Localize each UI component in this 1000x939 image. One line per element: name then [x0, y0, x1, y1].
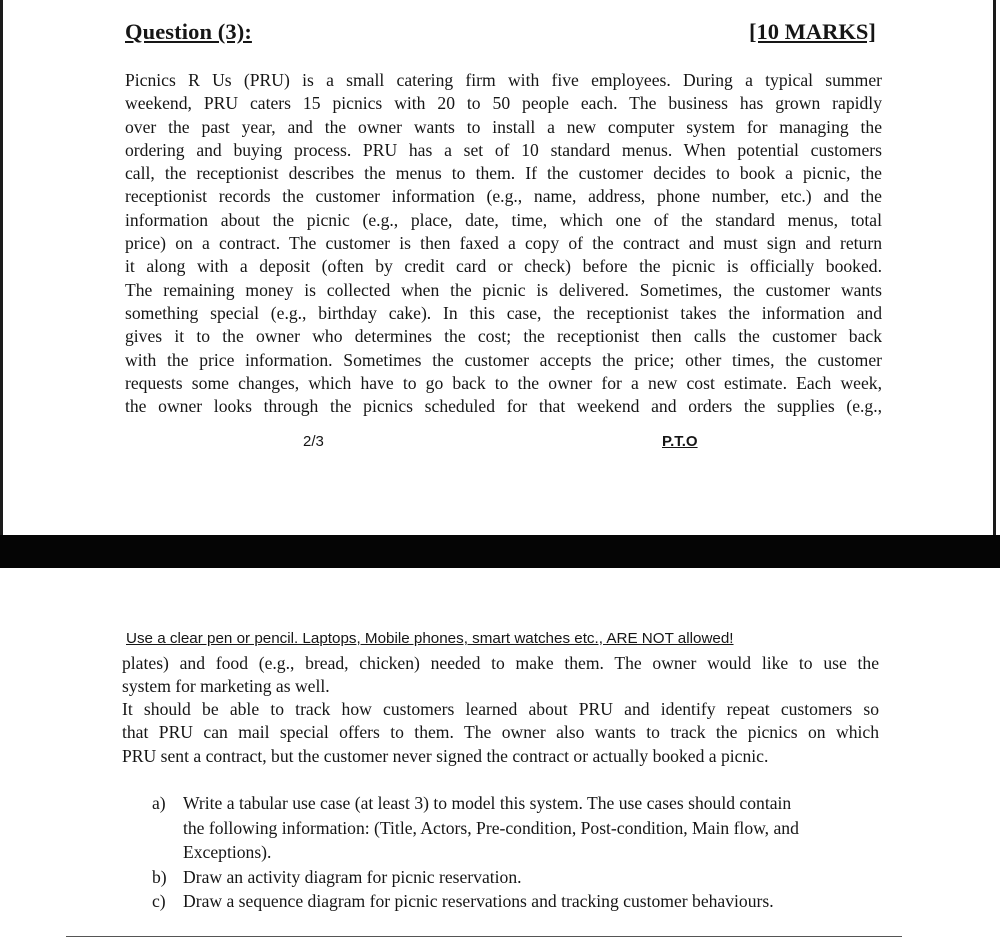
paragraph-line: price) on a contract. The customer is then faxed a copy of the contract and must sign and return [125, 233, 882, 254]
paragraph-line: requests some changes, which have to go back to the owner for a new cost estimate. Each week, [125, 372, 882, 393]
task-marker: b) [152, 866, 167, 887]
page-divider [0, 535, 1000, 568]
task-marker: a) [152, 793, 166, 813]
bottom-rule [66, 936, 902, 937]
paragraph-line: the owner looks through the picnics scheduled for that weekend and orders the supplies (e.g., [125, 396, 882, 417]
paragraph-line: PRU sent a contract, but the customer never signed the contract or actually booked a picnic. [122, 745, 769, 766]
exam-page-lower [0, 568, 1000, 939]
paragraph-line: call, the receptionist describes the menus to them. If the customer decides to book a picnic, the [125, 163, 882, 184]
task-line: Exceptions). [183, 842, 272, 862]
page-number: 2/3 [303, 433, 324, 450]
task-item-c [152, 889, 882, 914]
continuation-paragraph [122, 652, 879, 699]
paragraph-line: weekend, PRU caters 15 picnics with 20 to 50 people each. The business has grown rapidly [125, 93, 882, 114]
exam-rules-notice: Use a clear pen or pencil. Laptops, Mobile phones, smart watches etc., ARE NOT allowed! [126, 630, 734, 647]
paragraph-line: The remaining money is collected when the picnic is delivered. Sometimes, the customer wants [125, 279, 882, 300]
paragraph-line: over the past year, and the owner wants to install a new computer system for managing the [125, 116, 882, 137]
paragraph-line: plates) and food (e.g., bread, chicken) needed to make them. The owner would like to use the [122, 653, 879, 673]
paragraph-line: receptionist records the customer information (e.g., name, address, phone number, etc.) and the [125, 186, 882, 207]
paragraph-line: information about the picnic (e.g., place, date, time, which one of the standard menus, total [125, 209, 882, 230]
paragraph-line: with the price information. Sometimes the customer accepts the price; other times, the customer [125, 349, 882, 370]
task-item-b [152, 865, 882, 890]
task-line: the following information: (Title, Actors, Pre-condition, Post-condition, Main flow, and [183, 817, 799, 838]
paragraph-line: it along with a deposit (often by credit card or check) before the picnic is officially booked. [125, 256, 882, 277]
requirements-paragraph [122, 698, 879, 768]
paragraph-line: gives it to the owner who determines the cost; the receptionist then calls the customer back [125, 326, 882, 347]
task-line: Draw an activity diagram for picnic reservation. [183, 866, 522, 887]
paragraph-line: Picnics R Us (PRU) is a small catering firm with five employees. During a typical summer [125, 70, 882, 90]
task-marker: c) [152, 891, 166, 911]
paragraph-line: system for marketing as well. [122, 676, 330, 697]
question-title: Question (3): [125, 19, 252, 44]
marks-label: [10 MARKS] [749, 19, 876, 44]
paragraph-line: something special (e.g., birthday cake). In this case, the receptionist takes the information and [125, 302, 882, 323]
case-description-paragraph [125, 69, 882, 418]
task-line: Draw a sequence diagram for picnic reservations and tracking customer behaviours. [183, 891, 774, 911]
paragraph-line: It should be able to track how customers learned about PRU and identify repeat customers so [122, 699, 879, 719]
paragraph-line: ordering and buying process. PRU has a set of 10 standard menus. When potential customers [125, 139, 882, 160]
pto-label: P.T.O [662, 433, 698, 450]
task-item-a [152, 791, 882, 865]
task-line: Write a tabular use case (at least 3) to model this system. The use cases should contain [183, 793, 792, 813]
task-list [152, 791, 882, 914]
paragraph-line: that PRU can mail special offers to them. The owner also wants to track the picnics on which [122, 722, 879, 743]
